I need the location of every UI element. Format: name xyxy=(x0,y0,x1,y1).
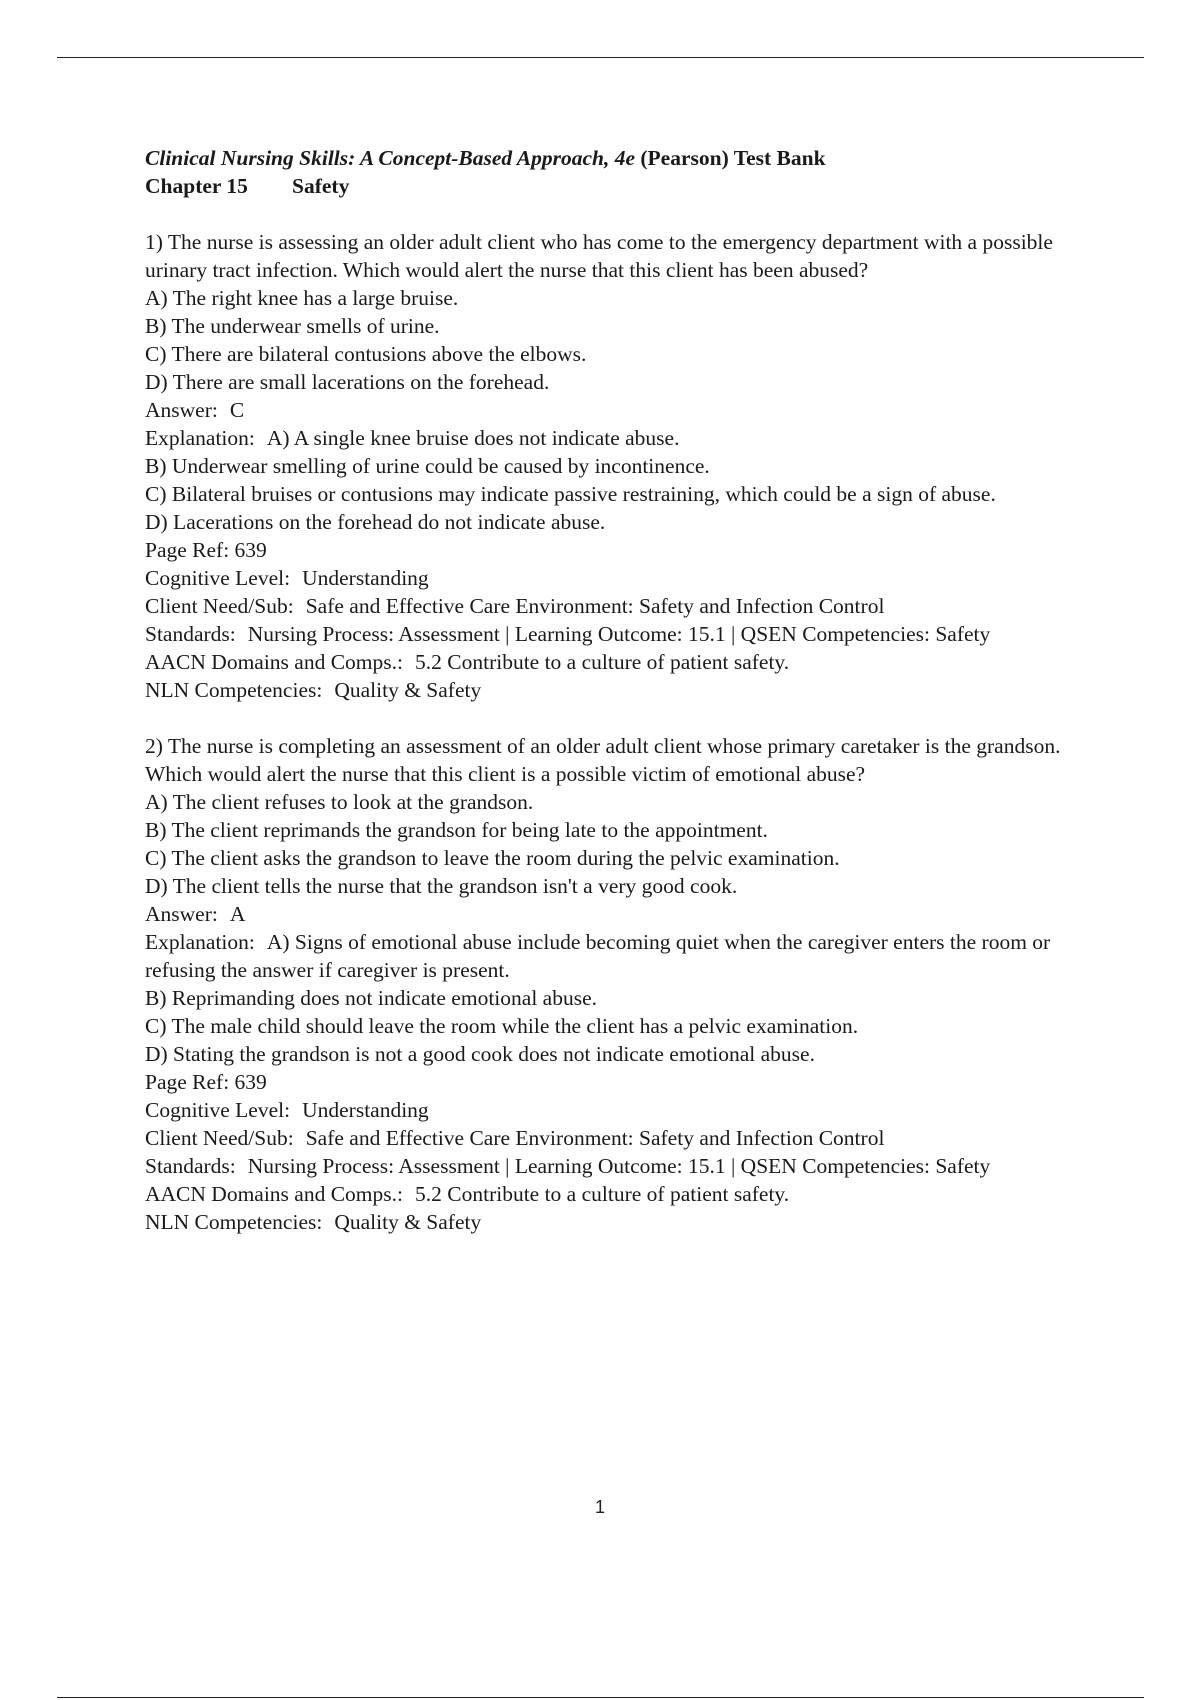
page-ref: Page Ref: 639 xyxy=(145,538,267,562)
standards-value: Nursing Process: Assessment | Learning Outcome: 15.1 | QSEN Competencies: Safety xyxy=(247,622,991,646)
option-a: A) The client refuses to look at the grandson. xyxy=(145,790,534,814)
top-rule xyxy=(57,57,1144,58)
aacn-label: AACN Domains and Comps.: xyxy=(145,650,403,674)
explanation-d: D) Lacerations on the forehead do not indicate abuse. xyxy=(145,510,606,534)
standards xyxy=(145,1152,1100,1180)
client-need-value: Safe and Effective Care Environment: Safety and Infection Control xyxy=(305,594,885,618)
explanation-first: A) A single knee bruise does not indicate abuse. xyxy=(266,426,680,450)
explanation-b: B) Underwear smelling of urine could be caused by incontinence. xyxy=(145,454,710,478)
aacn-value: 5.2 Contribute to a culture of patient safety. xyxy=(415,1182,790,1206)
chapter-heading xyxy=(145,172,1100,200)
explanation-label: Explanation: xyxy=(145,426,255,450)
document-title xyxy=(145,144,1100,172)
cognitive-label: Cognitive Level: xyxy=(145,566,291,590)
cognitive-level xyxy=(145,1096,1100,1124)
publisher-suffix: (Pearson) Test Bank xyxy=(635,146,826,170)
client-need-label: Client Need/Sub: xyxy=(145,1126,294,1150)
option-d: D) The client tells the nurse that the grandson isn't a very good cook. xyxy=(145,874,738,898)
aacn-domains xyxy=(145,1180,1100,1208)
question-1 xyxy=(145,228,1100,704)
nln-value: Quality & Safety xyxy=(334,678,482,702)
standards-label: Standards: xyxy=(145,1154,236,1178)
answer-line xyxy=(145,900,1100,928)
option-c: C) There are bilateral contusions above the elbows. xyxy=(145,342,587,366)
bottom-rule xyxy=(57,1697,1144,1698)
client-need xyxy=(145,1124,1100,1152)
answer-label: Answer: xyxy=(145,398,218,422)
nln-competencies xyxy=(145,676,1100,704)
aacn-label: AACN Domains and Comps.: xyxy=(145,1182,403,1206)
question-stem: 1) The nurse is assessing an older adult client who has come to the emergency department with a possible urinary tract infection. Which would alert the nurse that this client has been abused? xyxy=(145,230,1053,282)
chapter-name: Safety xyxy=(292,174,350,198)
question-stem: 2) The nurse is completing an assessment of an older adult client whose primary caretaker is the grandson. Which would alert the nurse that this client is a possible victim of emotional abuse? xyxy=(145,734,1061,786)
chapter-label: Chapter 15 xyxy=(145,174,248,198)
standards-value: Nursing Process: Assessment | Learning Outcome: 15.1 | QSEN Competencies: Safety xyxy=(247,1154,991,1178)
explanation-first: A) Signs of emotional abuse include becoming quiet when the caregiver enters the room or refusing the answer if caregiver is present. xyxy=(145,930,1051,982)
answer-label: Answer: xyxy=(145,902,218,926)
client-need-label: Client Need/Sub: xyxy=(145,594,294,618)
page-number: 1 xyxy=(594,1497,605,1517)
nln-label: NLN Competencies: xyxy=(145,678,323,702)
cognitive-value: Understanding xyxy=(302,566,429,590)
option-b: B) The underwear smells of urine. xyxy=(145,314,440,338)
standards-label: Standards: xyxy=(145,622,236,646)
cognitive-label: Cognitive Level: xyxy=(145,1098,291,1122)
explanation-label: Explanation: xyxy=(145,930,255,954)
book-title: Clinical Nursing Skills: A Concept-Based Approach, 4e xyxy=(145,146,635,170)
answer-value: A xyxy=(229,902,246,926)
explanation-c: C) Bilateral bruises or contusions may indicate passive restraining, which could be a sign of abuse. xyxy=(145,482,996,506)
aacn-value: 5.2 Contribute to a culture of patient safety. xyxy=(415,650,790,674)
question-2 xyxy=(145,732,1100,1236)
cognitive-level xyxy=(145,564,1100,592)
option-d: D) There are small lacerations on the forehead. xyxy=(145,370,550,394)
explanation-b: B) Reprimanding does not indicate emotional abuse. xyxy=(145,986,597,1010)
standards xyxy=(145,620,1100,648)
nln-competencies xyxy=(145,1208,1100,1236)
explanation-line xyxy=(145,928,1100,984)
nln-label: NLN Competencies: xyxy=(145,1210,323,1234)
document-body xyxy=(145,144,1100,1264)
client-need xyxy=(145,592,1100,620)
explanation-d: D) Stating the grandson is not a good cook does not indicate emotional abuse. xyxy=(145,1042,815,1066)
nln-value: Quality & Safety xyxy=(334,1210,482,1234)
aacn-domains xyxy=(145,648,1100,676)
explanation-c: C) The male child should leave the room while the client has a pelvic examination. xyxy=(145,1014,859,1038)
answer-value: C xyxy=(229,398,245,422)
page-ref: Page Ref: 639 xyxy=(145,1070,267,1094)
option-c: C) The client asks the grandson to leave the room during the pelvic examination. xyxy=(145,846,840,870)
option-b: B) The client reprimands the grandson for being late to the appointment. xyxy=(145,818,768,842)
answer-line xyxy=(145,396,1100,424)
client-need-value: Safe and Effective Care Environment: Safety and Infection Control xyxy=(305,1126,885,1150)
cognitive-value: Understanding xyxy=(302,1098,429,1122)
option-a: A) The right knee has a large bruise. xyxy=(145,286,459,310)
explanation-line xyxy=(145,424,1100,452)
